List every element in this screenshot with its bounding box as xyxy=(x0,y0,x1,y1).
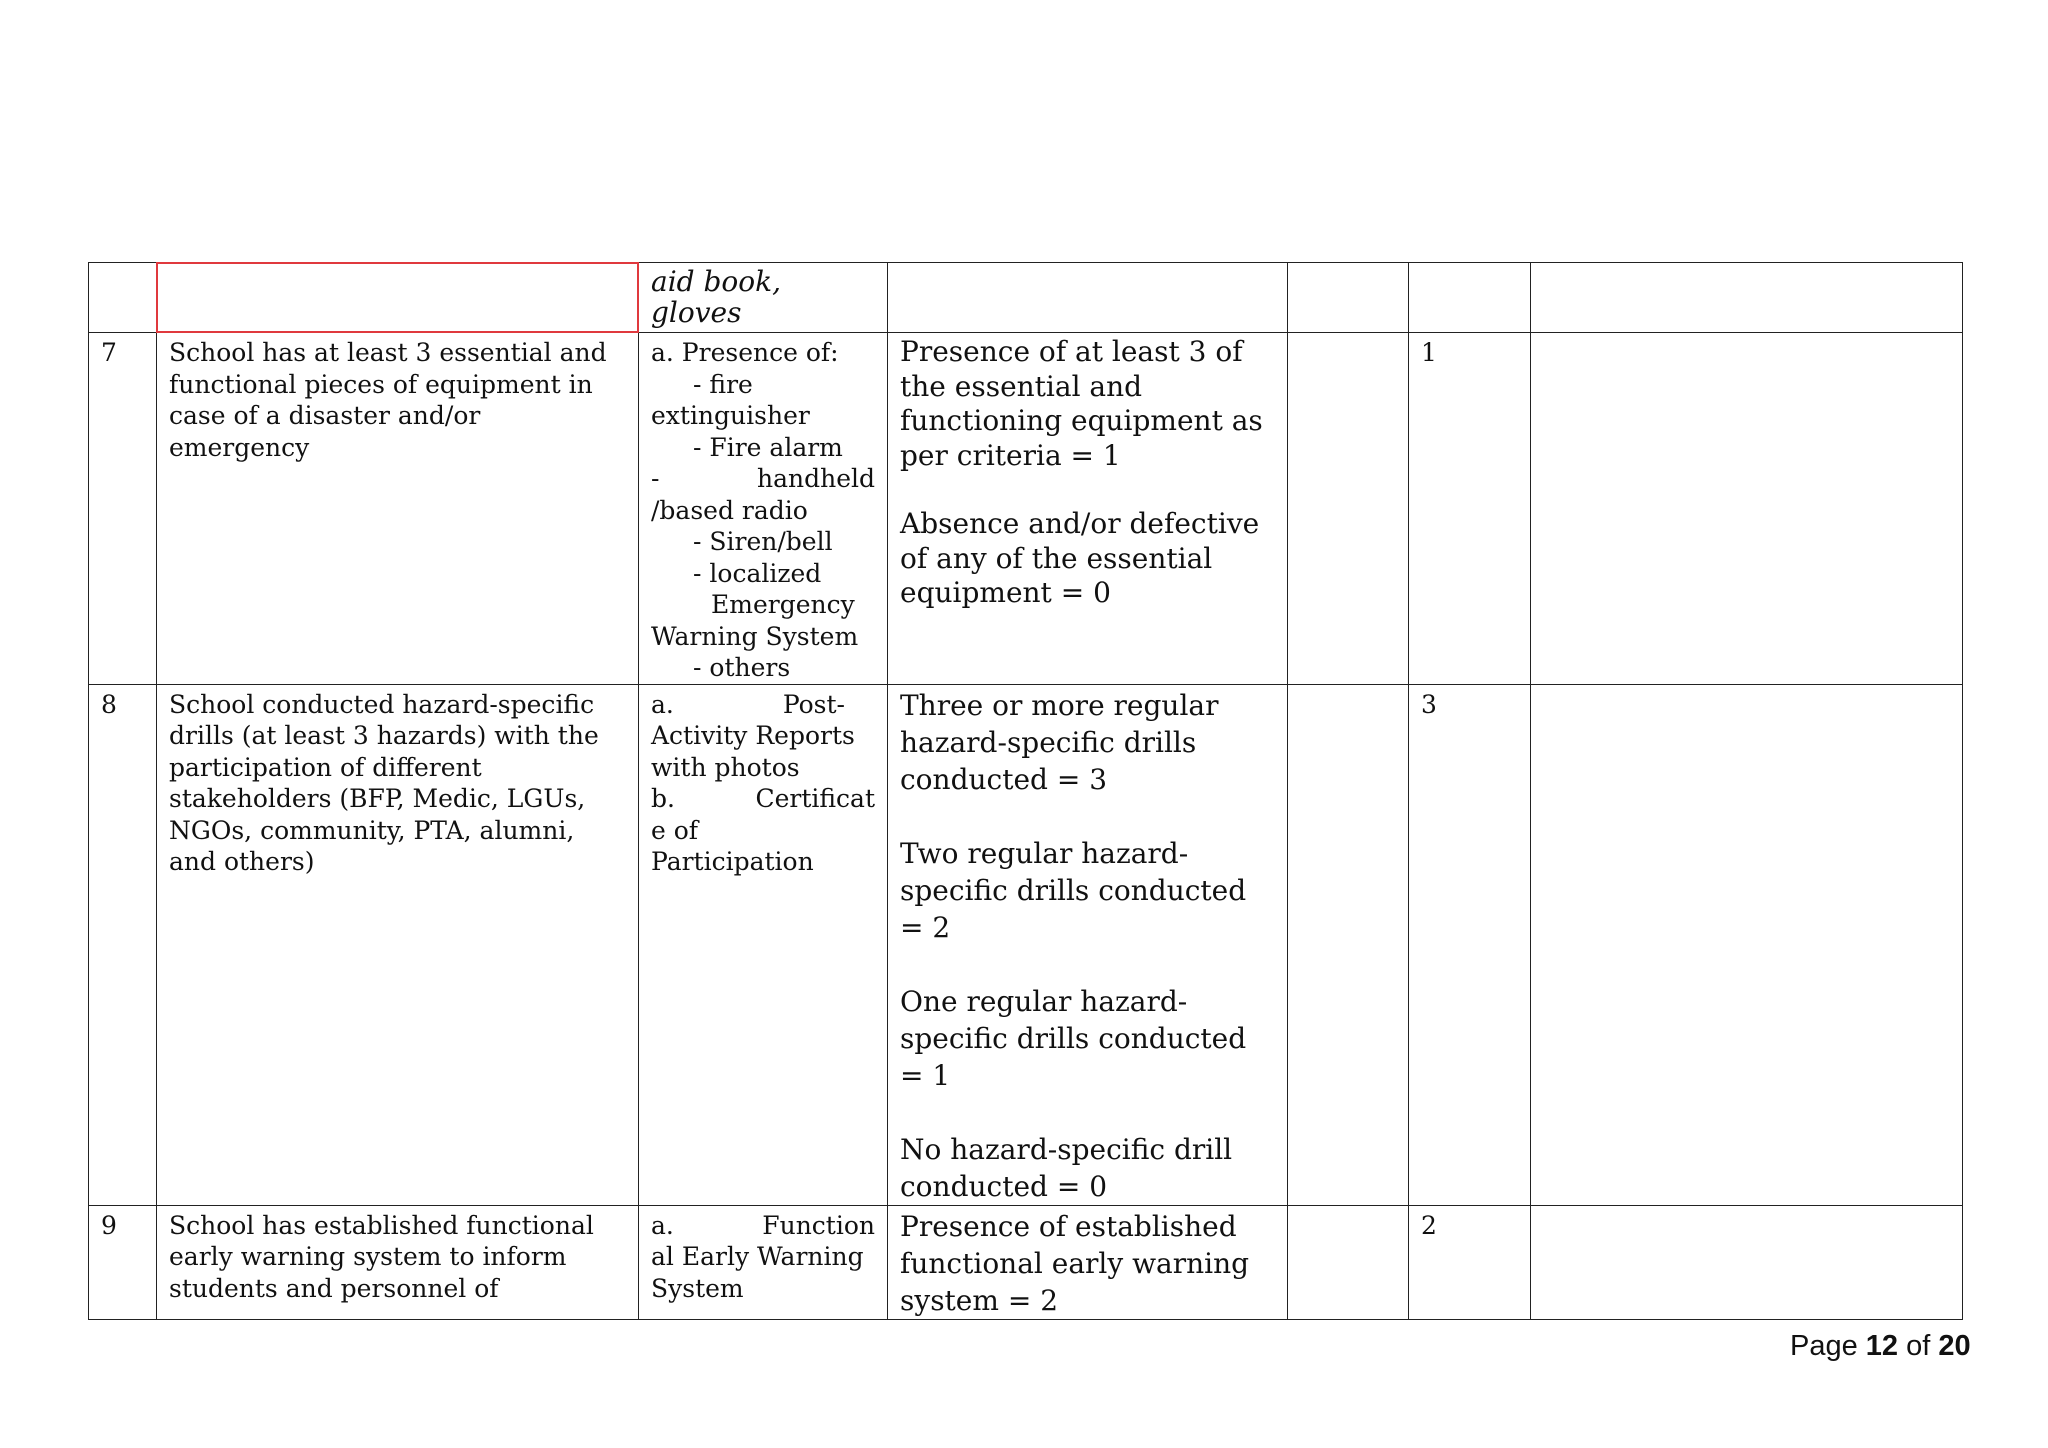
cell-criteria xyxy=(888,684,1288,1205)
page-number xyxy=(1790,1330,1971,1363)
cell-points: 2 xyxy=(1409,1205,1531,1319)
table-row-continued xyxy=(89,263,1963,333)
means-line: - others xyxy=(693,653,791,682)
means-line: - Fire alarm xyxy=(693,432,843,462)
cell-means xyxy=(639,263,888,333)
cell-criteria xyxy=(888,1205,1288,1319)
cell-empty xyxy=(1288,263,1409,333)
means-line: a. Presence of: xyxy=(651,338,839,367)
means-line: - localized xyxy=(693,558,822,588)
cell-means xyxy=(639,684,888,1205)
cell-empty xyxy=(1288,684,1409,1205)
means-line: gloves xyxy=(651,295,742,329)
means-line: a. Function xyxy=(651,1210,875,1240)
cell-empty xyxy=(1288,333,1409,685)
means-line: aid book, xyxy=(651,265,781,298)
cell-points: 1 xyxy=(1409,333,1531,685)
table-row xyxy=(89,684,1963,1205)
cell-means xyxy=(639,333,888,685)
means-line: - Siren/bell xyxy=(693,527,833,556)
criteria-text: One regular hazard-specific drills conducted = 1 xyxy=(900,984,1256,1092)
means-line: Participation xyxy=(651,847,814,876)
means-line: - fire xyxy=(693,369,753,399)
means-line: e of xyxy=(651,815,699,845)
criteria-text: No hazard-specific drill conducted = 0 xyxy=(900,1132,1242,1203)
cell-remarks xyxy=(1531,684,1963,1205)
criteria-text: Presence of at least 3 of the essential and functioning equipment as per criteria = 1 xyxy=(900,335,1272,472)
means-line: /based radio xyxy=(651,495,808,525)
cell-indicator: School has at least 3 essential and functional pieces of equipment in case of a disaster and/or emergency xyxy=(157,333,639,685)
cell-points xyxy=(1409,263,1531,333)
cell-num: 7 xyxy=(89,333,157,685)
cell-means xyxy=(639,1205,888,1319)
page-current: 12 xyxy=(1865,1330,1899,1362)
cell-remarks xyxy=(1531,263,1963,333)
cell-indicator-selected xyxy=(157,263,639,333)
cell-indicator: School conducted hazard-specific drills (at least 3 hazards) with the participation of different stakeholders (BFP, Medic, LGUs, NGOs, community, PTA, alumni, and others) xyxy=(157,684,639,1205)
cell-remarks xyxy=(1531,1205,1963,1319)
criteria-text: Three or more regular hazard-specific drills conducted = 3 xyxy=(900,688,1228,796)
cell-points: 3 xyxy=(1409,684,1531,1205)
means-line: - handheld xyxy=(651,464,875,493)
cell-criteria xyxy=(888,333,1288,685)
cell-num xyxy=(89,263,157,333)
assessment-table xyxy=(88,262,1963,1320)
cell-num: 9 xyxy=(89,1205,157,1319)
page-of-label: of xyxy=(1906,1330,1931,1362)
table-row xyxy=(89,1205,1963,1319)
criteria-text: Absence and/or defective of any of the essential equipment = 0 xyxy=(900,507,1269,609)
means-line: System xyxy=(651,1273,744,1303)
cell-empty xyxy=(1288,1205,1409,1319)
page-label: Page xyxy=(1790,1330,1858,1362)
cell-remarks xyxy=(1531,333,1963,685)
means-line: with photos xyxy=(651,752,800,782)
criteria-text: Two regular hazard-specific drills conducted = 2 xyxy=(900,836,1256,944)
cell-indicator: School has established functional early warning system to inform students and personnel of xyxy=(157,1205,639,1319)
means-line: a. Post- xyxy=(651,689,845,719)
means-line: b. Certificat xyxy=(651,784,875,813)
table-row xyxy=(89,333,1963,685)
means-line: al Early Warning xyxy=(651,1242,864,1271)
criteria-text: Presence of established functional early warning system = 2 xyxy=(900,1209,1258,1317)
means-line: extinguisher xyxy=(651,401,810,430)
cell-criteria xyxy=(888,263,1288,333)
means-line: Activity Reports xyxy=(651,721,855,750)
cell-num: 8 xyxy=(89,684,157,1205)
means-line: Warning System xyxy=(651,621,859,651)
means-line: Emergency xyxy=(711,590,855,619)
page-total: 20 xyxy=(1938,1330,1971,1362)
